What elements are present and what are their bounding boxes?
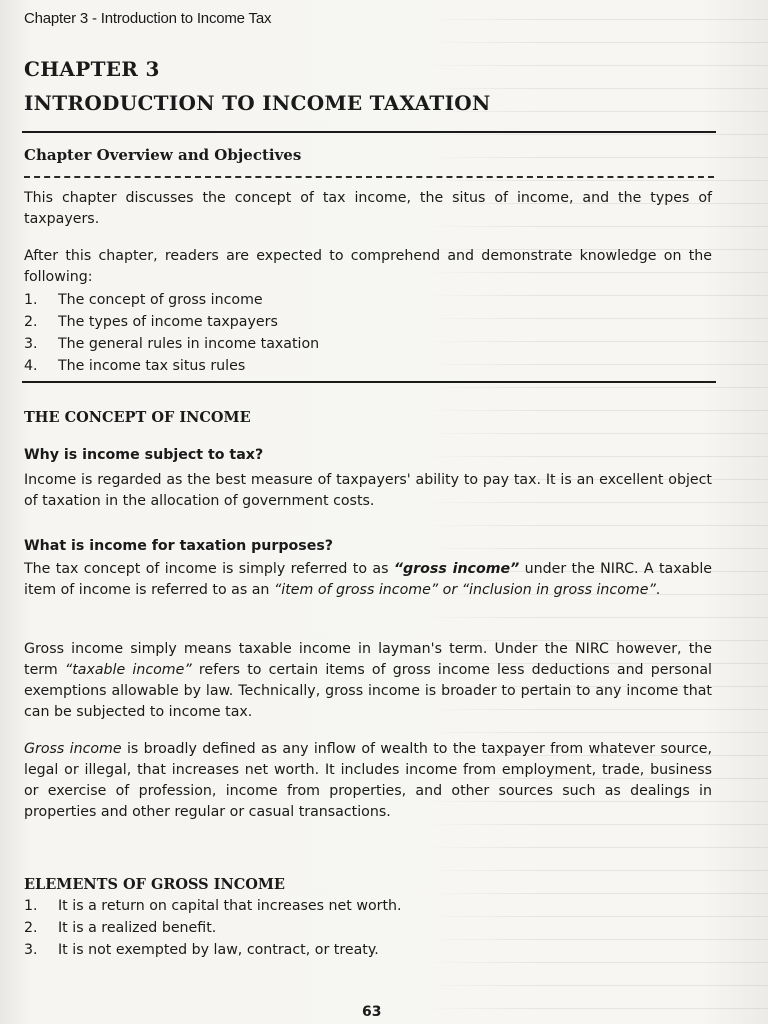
- section-rule: [22, 381, 716, 383]
- chapter-number: CHAPTER 3: [24, 57, 160, 81]
- chapter-title: [24, 52, 491, 120]
- list-item: 1. The concept of gross income: [24, 292, 263, 308]
- list-item: 1. It is a return on capital that increases net worth.: [24, 898, 402, 914]
- list-item: 2. The types of income taxpayers: [24, 314, 278, 330]
- title-rule: [22, 131, 716, 133]
- question-heading: What is income for taxation purposes?: [24, 538, 334, 554]
- chapter-name: INTRODUCTION TO INCOME TAXATION: [24, 91, 491, 115]
- list-item: 3. It is not exempted by law, contract, or treaty.: [24, 942, 379, 958]
- list-item: 3. The general rules in income taxation: [24, 336, 320, 352]
- list-item: 4. The income tax situs rules: [24, 358, 246, 374]
- gross-income-paragraph: Gross income simply means taxable income in layman's term. Under the NIRC however, the term “taxable income” refers to certain items of gross income less deductions and personal exemptions allowable by law. Technically, gross income is broader to pertain to any income that can be subjected to income tax.: [24, 641, 712, 720]
- definition-paragraph: Gross income is broadly defined as any inflow of wealth to the taxpayer from whatever source, legal or illegal, that increases net worth. It includes income from employment, trade, business or exercise of profession, income from properties, and other sources such as dealings in properties and other regular or casual transactions.: [24, 741, 712, 820]
- answer-paragraph: Income is regarded as the best measure of taxpayers' ability to pay tax. It is an excellent object of taxation in the allocation of government costs.: [24, 472, 712, 509]
- overview-heading: Chapter Overview and Objectives: [24, 146, 302, 164]
- running-head: Chapter 3 - Introduction to Income Tax: [24, 10, 272, 27]
- concept-heading: THE CONCEPT OF INCOME: [24, 409, 251, 426]
- overview-dashed-rule: [24, 176, 714, 178]
- elements-heading: ELEMENTS OF GROSS INCOME: [24, 876, 285, 893]
- question-heading: Why is income subject to tax?: [24, 447, 264, 463]
- elements-list: [24, 895, 402, 961]
- answer-paragraph: The tax concept of income is simply referred to as “gross income” under the NIRC. A taxable item of income is referred to as an “item of gross income” or “inclusion in gross income”.: [24, 561, 712, 598]
- list-item: 2. It is a realized benefit.: [24, 920, 217, 936]
- overview-lead: After this chapter, readers are expected to comprehend and demonstrate knowledge on the following:: [24, 248, 712, 285]
- overview-intro: This chapter discusses the concept of tax income, the situs of income, and the types of taxpayers.: [24, 190, 712, 227]
- objectives-list: [24, 289, 319, 377]
- page-number: 63: [362, 1004, 382, 1020]
